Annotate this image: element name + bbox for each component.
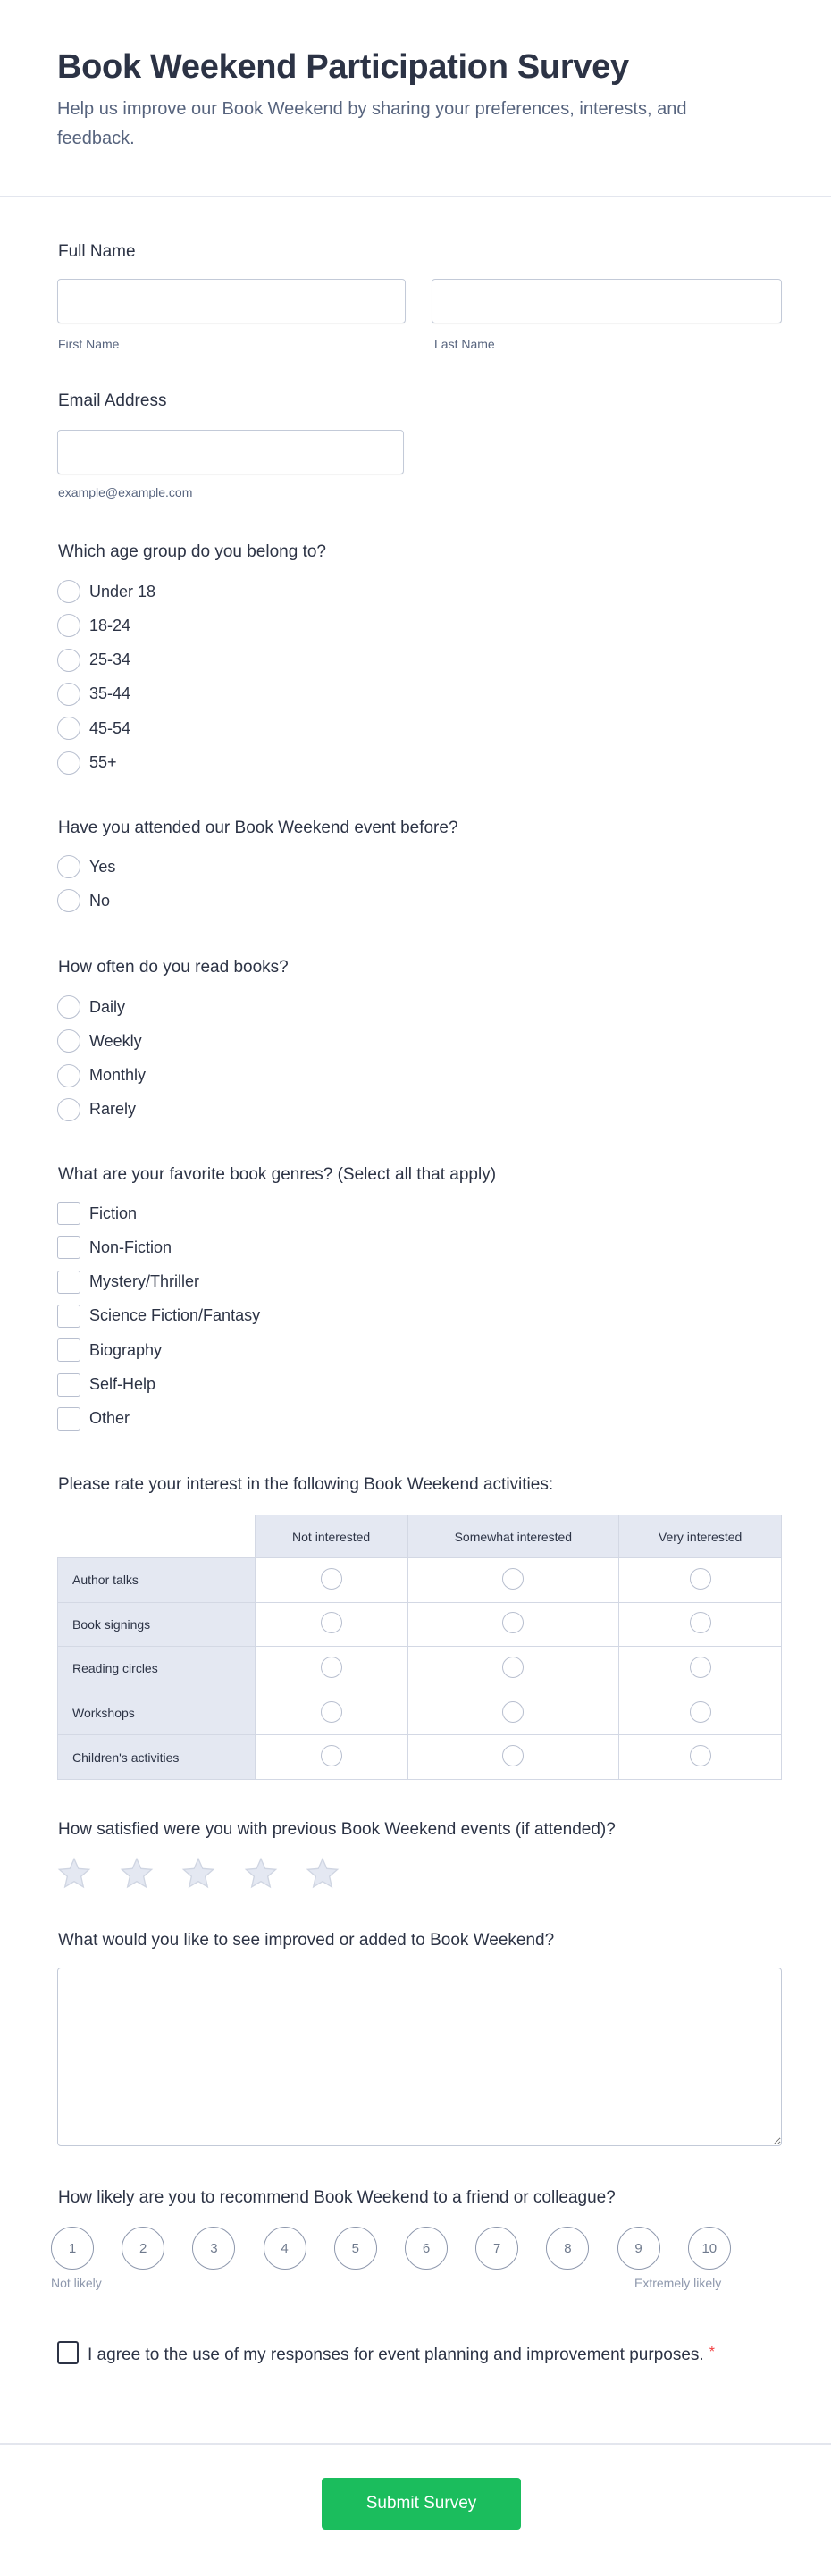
improve-question: What would you like to see improved or added to Book Weekend? — [58, 1931, 555, 1950]
attended-option[interactable] — [57, 855, 115, 878]
submit-button[interactable]: Submit Survey — [322, 2478, 521, 2530]
radio-button[interactable] — [57, 751, 80, 775]
genres-option-label: Science Fiction/Fantasy — [89, 1306, 261, 1325]
matrix-radio[interactable] — [502, 1568, 524, 1590]
star-icon[interactable] — [119, 1856, 155, 1892]
checkbox[interactable] — [57, 1407, 80, 1431]
matrix-row — [58, 1647, 782, 1691]
matrix-row-label: Author talks — [58, 1558, 256, 1603]
frequency-option[interactable] — [57, 1029, 142, 1053]
page-subtitle: Help us improve our Book Weekend by sharing your preferences, interests, and feedback. — [57, 99, 687, 148]
genres-option-label: Biography — [89, 1340, 163, 1359]
matrix-column-header: Somewhat interested — [407, 1515, 619, 1558]
genres-question: What are your favorite book genres? (Select all that apply) — [58, 1165, 497, 1184]
star-icon[interactable] — [305, 1856, 340, 1892]
age-option-label: 18-24 — [89, 616, 131, 634]
matrix-radio[interactable] — [321, 1701, 342, 1723]
star-icon[interactable] — [56, 1856, 92, 1892]
frequency-option-label: Weekly — [89, 1031, 142, 1050]
genres-option[interactable] — [57, 1373, 155, 1397]
frequency-option[interactable] — [57, 1098, 136, 1121]
nps-low-label: Not likely — [51, 2276, 102, 2290]
checkbox[interactable] — [57, 1338, 80, 1362]
nps-option[interactable]: 9 — [617, 2227, 660, 2270]
nps-option[interactable]: 1 — [51, 2227, 94, 2270]
matrix-radio[interactable] — [321, 1657, 342, 1678]
agree-label[interactable]: I agree to the use of my responses for event planning and improvement purposes. — [88, 2345, 704, 2364]
first-name-input[interactable] — [57, 279, 406, 323]
nps-option[interactable]: 5 — [334, 2227, 377, 2270]
matrix-row-label: Book signings — [58, 1602, 256, 1647]
matrix-cell[interactable] — [255, 1647, 407, 1691]
activities-matrix — [57, 1515, 782, 1780]
matrix-radio[interactable] — [502, 1657, 524, 1678]
matrix-cell[interactable] — [407, 1735, 619, 1780]
matrix-row — [58, 1691, 782, 1735]
last-name-input[interactable] — [432, 279, 782, 323]
genres-option-label: Mystery/Thriller — [89, 1272, 200, 1291]
attended-option-label: No — [89, 891, 111, 910]
matrix-radio[interactable] — [502, 1612, 524, 1633]
improve-textarea[interactable] — [57, 1968, 782, 2146]
matrix-cell[interactable] — [619, 1602, 782, 1647]
age-option[interactable] — [57, 614, 130, 637]
matrix-radio[interactable] — [690, 1612, 711, 1633]
star-icon[interactable] — [243, 1856, 279, 1892]
attended-option-label: Yes — [89, 857, 116, 876]
matrix-radio[interactable] — [690, 1568, 711, 1590]
matrix-cell[interactable] — [619, 1647, 782, 1691]
matrix-corner — [58, 1515, 256, 1558]
email-input[interactable] — [57, 430, 404, 474]
age-option-label: 55+ — [89, 753, 117, 771]
matrix-row-label: Children's activities — [58, 1735, 256, 1780]
age-option[interactable] — [57, 717, 130, 740]
genres-option[interactable] — [57, 1305, 260, 1328]
matrix-radio[interactable] — [321, 1568, 342, 1590]
frequency-option-label: Daily — [89, 997, 126, 1016]
nps-option[interactable]: 2 — [122, 2227, 164, 2270]
matrix-cell[interactable] — [255, 1691, 407, 1735]
frequency-option-label: Monthly — [89, 1066, 147, 1085]
genres-option[interactable] — [57, 1271, 199, 1294]
required-mark: * — [709, 2345, 715, 2360]
checkbox[interactable] — [57, 1202, 80, 1225]
matrix-cell[interactable] — [619, 1691, 782, 1735]
genres-option-label: Self-Help — [89, 1375, 156, 1393]
frequency-option-label: Rarely — [89, 1100, 137, 1119]
matrix-row-label: Reading circles — [58, 1647, 256, 1691]
matrix-radio[interactable] — [690, 1701, 711, 1723]
radio-button[interactable] — [57, 580, 80, 603]
radio-button[interactable] — [57, 855, 80, 878]
matrix-row — [58, 1558, 782, 1603]
matrix-cell[interactable] — [407, 1647, 619, 1691]
genres-option-label: Fiction — [89, 1204, 138, 1222]
matrix-cell[interactable] — [619, 1735, 782, 1780]
radio-button[interactable] — [57, 614, 80, 637]
email-sublabel: example@example.com — [58, 485, 193, 499]
radio-button[interactable] — [57, 1098, 80, 1121]
radio-button[interactable] — [57, 995, 80, 1019]
genres-option[interactable] — [57, 1407, 130, 1431]
matrix-radio[interactable] — [321, 1612, 342, 1633]
matrix-cell[interactable] — [407, 1602, 619, 1647]
radio-button[interactable] — [57, 717, 80, 740]
radio-button[interactable] — [57, 1029, 80, 1053]
nps-option[interactable]: 7 — [475, 2227, 518, 2270]
radio-button[interactable] — [57, 683, 80, 706]
age-question: Which age group do you belong to? — [58, 542, 326, 561]
satisfaction-question: How satisfied were you with previous Book Weekend events (if attended)? — [58, 1820, 616, 1839]
matrix-radio[interactable] — [502, 1745, 524, 1766]
age-option[interactable] — [57, 683, 130, 706]
last-name-sublabel: Last Name — [434, 337, 495, 351]
matrix-cell[interactable] — [407, 1558, 619, 1603]
genres-option-label: Other — [89, 1409, 130, 1428]
age-option-label: 25-34 — [89, 650, 131, 669]
age-option[interactable] — [57, 751, 117, 775]
agree-field — [57, 2340, 754, 2367]
checkbox[interactable] — [57, 1305, 80, 1328]
frequency-option[interactable] — [57, 1064, 146, 1087]
matrix-column-header: Not interested — [255, 1515, 407, 1558]
matrix-radio[interactable] — [321, 1745, 342, 1766]
nps-option[interactable]: 10 — [688, 2227, 731, 2270]
frequency-option[interactable] — [57, 995, 125, 1019]
nps-option[interactable]: 3 — [192, 2227, 235, 2270]
first-name-sublabel: First Name — [58, 337, 120, 351]
matrix-column-header: Very interested — [619, 1515, 782, 1558]
genres-option[interactable] — [57, 1202, 137, 1225]
footer-divider — [0, 2443, 831, 2445]
matrix-row-label: Workshops — [58, 1691, 256, 1735]
age-option[interactable] — [57, 580, 155, 603]
age-option-label: 35-44 — [89, 684, 131, 703]
activities-question: Please rate your interest in the following Book Weekend activities: — [58, 1475, 554, 1494]
matrix-cell[interactable] — [255, 1558, 407, 1603]
nps-high-label: Extremely likely — [634, 2276, 722, 2290]
matrix-radio[interactable] — [502, 1701, 524, 1723]
matrix-row — [58, 1735, 782, 1780]
genres-option-label: Non-Fiction — [89, 1238, 172, 1256]
frequency-question: How often do you read books? — [58, 958, 289, 977]
full-name-label: Full Name — [58, 242, 136, 261]
matrix-cell[interactable] — [255, 1602, 407, 1647]
matrix-row — [58, 1602, 782, 1647]
radio-button[interactable] — [57, 649, 80, 672]
nps-option[interactable]: 4 — [264, 2227, 306, 2270]
age-option-label: Under 18 — [89, 582, 156, 600]
matrix-radio[interactable] — [690, 1657, 711, 1678]
attended-option[interactable] — [57, 889, 110, 912]
agree-checkbox[interactable] — [57, 2341, 79, 2364]
header-divider — [0, 196, 831, 197]
email-label: Email Address — [58, 391, 167, 410]
nps-option[interactable]: 8 — [546, 2227, 589, 2270]
star-icon[interactable] — [180, 1856, 216, 1892]
checkbox[interactable] — [57, 1373, 80, 1397]
matrix-cell[interactable] — [619, 1558, 782, 1603]
age-option[interactable] — [57, 649, 130, 672]
genres-option[interactable] — [57, 1338, 162, 1362]
matrix-radio[interactable] — [690, 1745, 711, 1766]
radio-button[interactable] — [57, 889, 80, 912]
radio-button[interactable] — [57, 1064, 80, 1087]
genres-option[interactable] — [57, 1236, 172, 1259]
checkbox[interactable] — [57, 1236, 80, 1259]
checkbox[interactable] — [57, 1271, 80, 1294]
matrix-cell[interactable] — [407, 1691, 619, 1735]
page-title: Book Weekend Participation Survey — [57, 48, 629, 86]
attended-question: Have you attended our Book Weekend event before? — [58, 818, 458, 837]
recommend-question: How likely are you to recommend Book Weekend to a friend or colleague? — [58, 2188, 616, 2207]
age-option-label: 45-54 — [89, 718, 131, 737]
nps-option[interactable]: 6 — [405, 2227, 448, 2270]
matrix-cell[interactable] — [255, 1735, 407, 1780]
